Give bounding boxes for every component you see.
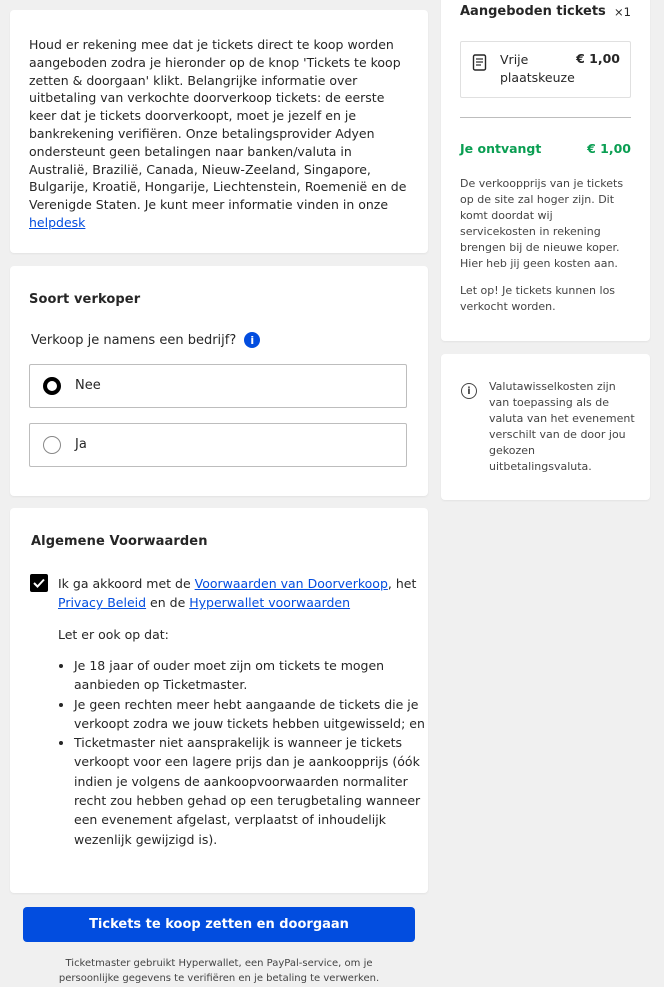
terms-bullet-rights: • Je geen rechten meer hebt aangaande de tickets die je verkoopt zodra we jouw tickets hebben uitgewisseld; en xyxy=(74,695,426,734)
resale-terms-link[interactable]: Voorwaarden van Doorverkoop xyxy=(194,576,388,591)
ticket-document-icon xyxy=(472,54,488,72)
radio-unselected-icon xyxy=(43,436,61,454)
info-circle-icon xyxy=(461,383,477,399)
agree-prefix: Ik ga akkoord met de xyxy=(58,576,195,591)
terms-bullet-liability: • Ticketmaster niet aansprakelijk is wanneer je tickets verkoopt voor een lagere prijs dan je aankoopprijs (óók indien je volgens de aankoopvoorwaarden normaliter recht zou hebben gehad op een terugbetaling wanneer een evenement afgelast, verplaatst of inhoudelijk wezenlijk gewijzigd is). xyxy=(74,733,426,849)
ticket-price: € 1,00 xyxy=(576,51,620,66)
info-text-body: Houd er rekening mee dat je tickets direct te koop worden aangeboden zodra je hieronder op de knop 'Tickets te koop zetten & doorgaan' klikt. Belangrijke informatie over uitbetaling van verkochte doorverkoop tickets: de eerste keer dat je tickets doorverkoopt, moet je jezelf en je bankrekening verifiëren. Onze betalingsprovider Adyen ondersteunt geen betalingen naar banken/valuta in Australië, Brazilië, Canada, Nieuw-Zeeland, Singapore, Bulgarije, Kroatië, Hongarije, Liechtenstein, Roemenië en de Verenigde Staten. Je kunt meer informatie vinden in onze xyxy=(29,37,407,213)
seller-type-heading: Soort verkoper xyxy=(29,292,141,307)
submit-button-label: Tickets te koop zetten en doorgaan xyxy=(89,917,349,932)
fx-notice-text: Valutawisselkosten zijn van toepassing als de valuta van het evenement verschilt van de door jou gekozen uitbetalingsvaluta. xyxy=(489,380,635,473)
radio-option-ja[interactable] xyxy=(29,423,407,467)
business-question-label: Verkoop je namens een bedrijf? xyxy=(31,332,237,348)
fx-notice-card xyxy=(441,354,650,500)
helpdesk-link[interactable]: helpdesk xyxy=(29,214,86,230)
ticket-count: ×1 xyxy=(614,5,631,19)
summary-divider xyxy=(460,117,631,118)
receive-label: Je ontvangt xyxy=(460,141,542,156)
separate-sale-note: Let op! Je tickets kunnen los verkocht worden. xyxy=(460,284,616,313)
terms-bullet-age: • Je 18 jaar of ouder moet zijn om tickets te mogen aanbieden op Ticketmaster. xyxy=(74,656,426,695)
agree-sep2: en de xyxy=(146,595,190,610)
info-card xyxy=(10,10,428,253)
hyperwallet-terms-link[interactable]: Hyperwallet voorwaarden xyxy=(189,595,351,610)
terms-note: Let er ook op dat: xyxy=(58,627,169,642)
terms-card xyxy=(10,508,428,893)
receive-value: € 1,00 xyxy=(587,141,631,156)
terms-checkbox[interactable] xyxy=(30,574,48,592)
radio-label-ja: Ja xyxy=(75,437,87,452)
info-circle-glyph: i xyxy=(467,385,471,397)
terms-agree-text xyxy=(58,574,418,612)
payment-footer-text: Ticketmaster gebruikt Hyperwallet, een PayPal-service, om je persoonlijke gegevens te verifiëren en je betaling te verwerken. xyxy=(58,958,380,984)
checkmark-icon xyxy=(33,578,45,588)
terms-heading: Algemene Voorwaarden xyxy=(31,534,208,549)
terms-bullet-list xyxy=(58,656,426,849)
ticket-name: Vrije plaatskeuze xyxy=(500,52,575,85)
submit-button[interactable] xyxy=(23,907,415,942)
radio-label-nee: Nee xyxy=(75,378,101,393)
info-icon-glyph: i xyxy=(250,333,255,347)
seller-type-card xyxy=(10,266,428,496)
ticket-item xyxy=(460,41,631,98)
info-icon[interactable] xyxy=(244,332,260,348)
ticket-summary-card xyxy=(441,0,650,341)
price-note: De verkoopprijs van je tickets op de site zal hoger zijn. Dit komt doordat wij servicekosten in rekening brengen bij de nieuwe koper. Hier heb jij geen kosten aan. xyxy=(460,177,624,270)
summary-title: Aangeboden tickets xyxy=(460,4,606,19)
agree-sep1: , het xyxy=(387,576,417,591)
radio-selected-icon xyxy=(43,377,61,395)
business-question xyxy=(31,332,260,348)
radio-option-nee[interactable] xyxy=(29,364,407,408)
privacy-policy-link[interactable]: Privacy Beleid xyxy=(58,595,147,610)
info-text xyxy=(29,36,409,232)
